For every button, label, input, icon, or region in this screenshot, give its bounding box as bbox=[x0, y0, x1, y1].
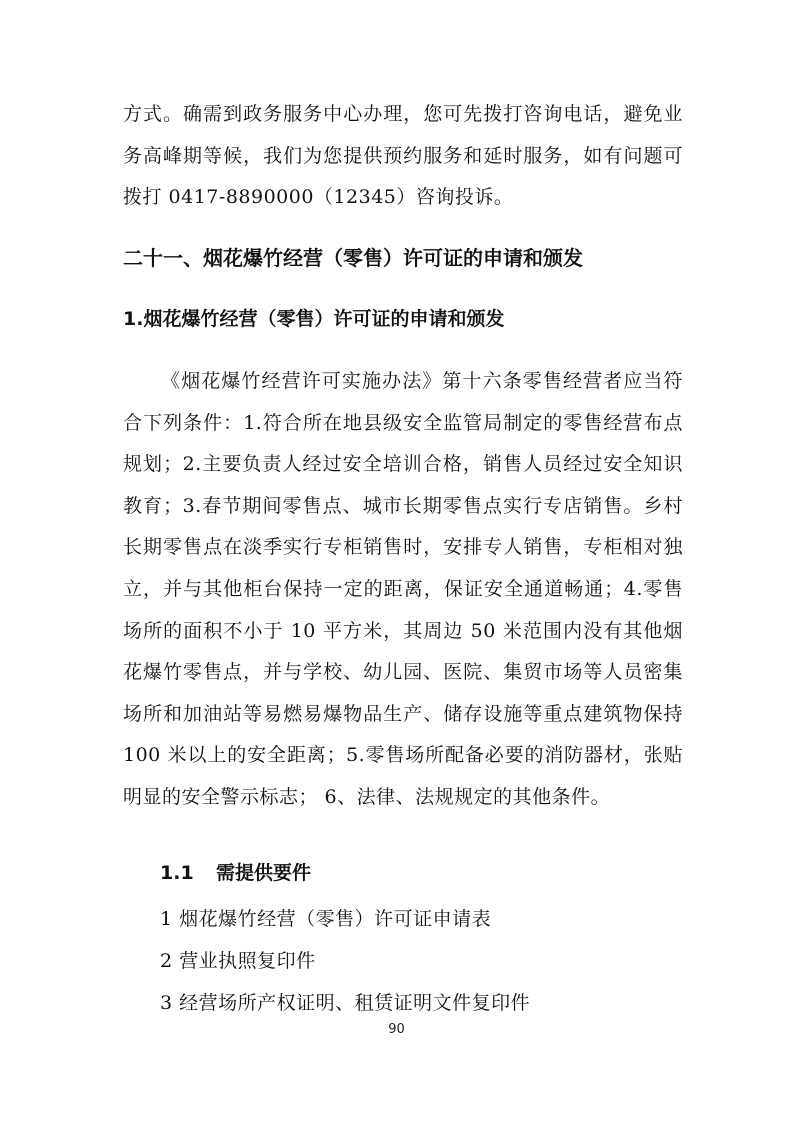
required-documents-heading bbox=[160, 858, 680, 888]
continuation-paragraph: 方式。确需到政务服务中心办理，您可先拨打咨询电话，避免业务高峰期等候，我们为您提供预约服务和延时服务，如有问题可拨打 0417-8890000（12345）咨询投诉。 bbox=[123, 103, 683, 209]
section-heading: 二十一、烟花爆竹经营（零售）许可证的申请和颁发 bbox=[123, 246, 583, 270]
conditions-paragraph: 《烟花爆竹经营许可实施办法》第十六条零售经营者应当符合下列条件：1.符合所在地县级安全监管局制定的零售经营布点规划；2.主要负责人经过安全培训合格，销售人员经过安全知识教育；3.春节期间零售点、城市长期零售点实行专店销售。乡村长期零售点在淡季实行专柜销售时，安排专人销售，专柜相对独立，并与其他柜台保持一定的距离，保证安全通道畅通；4.零售场所的面积不小于 10 平方米，其周边 50 米范围内没有其他烟花爆竹零售点，并与学校、幼儿园、医院、集贸市场等人员密集场所和加油站等易燃易爆物品生产、储存设施等重点建筑物保持 100 米以上的安全距离；5.零售场所配备必要的消防器材，张贴明显的安全警示标志； 6、法律、法规规定的其他条件。 bbox=[123, 370, 683, 808]
required-documents-list bbox=[160, 898, 680, 1024]
list-item: 1 烟花爆竹经营（零售）许可证申请表 bbox=[160, 908, 492, 930]
list-item: 3 经营场所产权证明、租赁证明文件复印件 bbox=[160, 992, 531, 1014]
list-item: 2 营业执照复印件 bbox=[160, 950, 316, 972]
subsection-heading: 1.烟花爆竹经营（零售）许可证的申请和颁发 bbox=[123, 308, 505, 330]
required-documents-heading-number: 1.1 bbox=[160, 862, 194, 884]
page-number: 90 bbox=[388, 1022, 405, 1037]
required-documents-heading-title: 需提供要件 bbox=[216, 862, 312, 884]
